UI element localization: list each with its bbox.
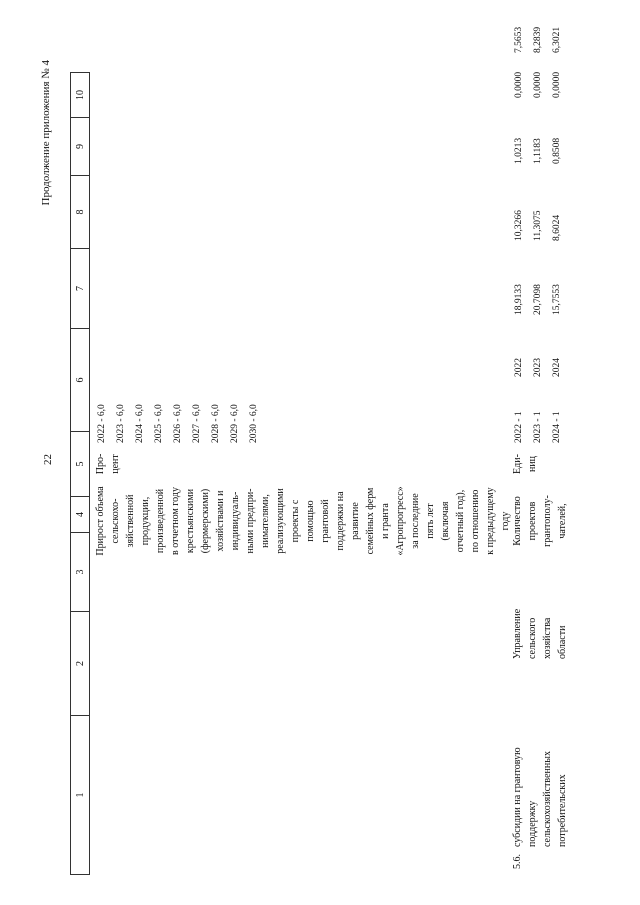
col-header-3: 3 bbox=[71, 533, 90, 612]
row2-number: 5.6. bbox=[512, 854, 523, 869]
row2-local: 0,0000 0,0000 0,0000 bbox=[514, 71, 562, 98]
row2-total: 18,9133 20,7098 15,7553 bbox=[514, 284, 562, 315]
page-number: 22 bbox=[42, 454, 54, 465]
col-header-1: 1 bbox=[71, 716, 90, 875]
row2-federal: 10,3266 11,3075 8,6024 bbox=[514, 210, 562, 241]
row2-indicator: Количество проектов грантополу- чателей, bbox=[512, 495, 568, 547]
column-header-row bbox=[70, 72, 90, 875]
row2-targets: 2022 - 1 2023 - 1 2024 - 1 bbox=[514, 411, 562, 443]
row2-executor: Управление сельского хозяйства области bbox=[512, 608, 568, 659]
row2-extrabudget: 7,5653 8,2839 6,3021 bbox=[514, 26, 562, 53]
col-header-2: 2 bbox=[71, 612, 90, 716]
row2-regional: 1,0213 1,1183 0,8508 bbox=[514, 137, 562, 164]
col-header-10: 10 bbox=[71, 73, 90, 118]
col-header-6: 6 bbox=[71, 329, 90, 432]
appendix-caption: Продолжение приложения № 4 bbox=[40, 60, 52, 206]
row2-measure: субсидии на грантовую поддержку сельскохозяйственных потребительских bbox=[512, 747, 568, 847]
row1-unit: Про- цент bbox=[95, 453, 121, 475]
row1-indicator: Прирост объема сельскохо- зяйственной продукции, произведенной в отчетном году крестьянскими (фермерскими) хозяйствами и индивидуаль- ными предпри- нимателями, реализующими проекты с помощью грантовой поддержки на развитие семейных ферм и гранта «Агропрогресс» за последние пять лет (включая отчетный год), по отношению к предыдущему году bbox=[95, 486, 511, 556]
col-header-5: 5 bbox=[71, 432, 90, 497]
col-header-9: 9 bbox=[71, 118, 90, 176]
col-header-8: 8 bbox=[71, 176, 90, 249]
col-header-7: 7 bbox=[71, 249, 90, 329]
row1-targets: 2022 - 6,0 2023 - 6,0 2024 - 6,0 2025 - 6,0 2026 - 6,0 2027 - 6,0 2028 - 6,0 2029 - 6,0 2030 - 6,0 bbox=[97, 404, 259, 443]
col-header-4: 4 bbox=[71, 497, 90, 533]
row2-unit: Еди- ниц bbox=[512, 454, 538, 474]
row2-years: 2022 2023 2024 bbox=[514, 358, 562, 377]
